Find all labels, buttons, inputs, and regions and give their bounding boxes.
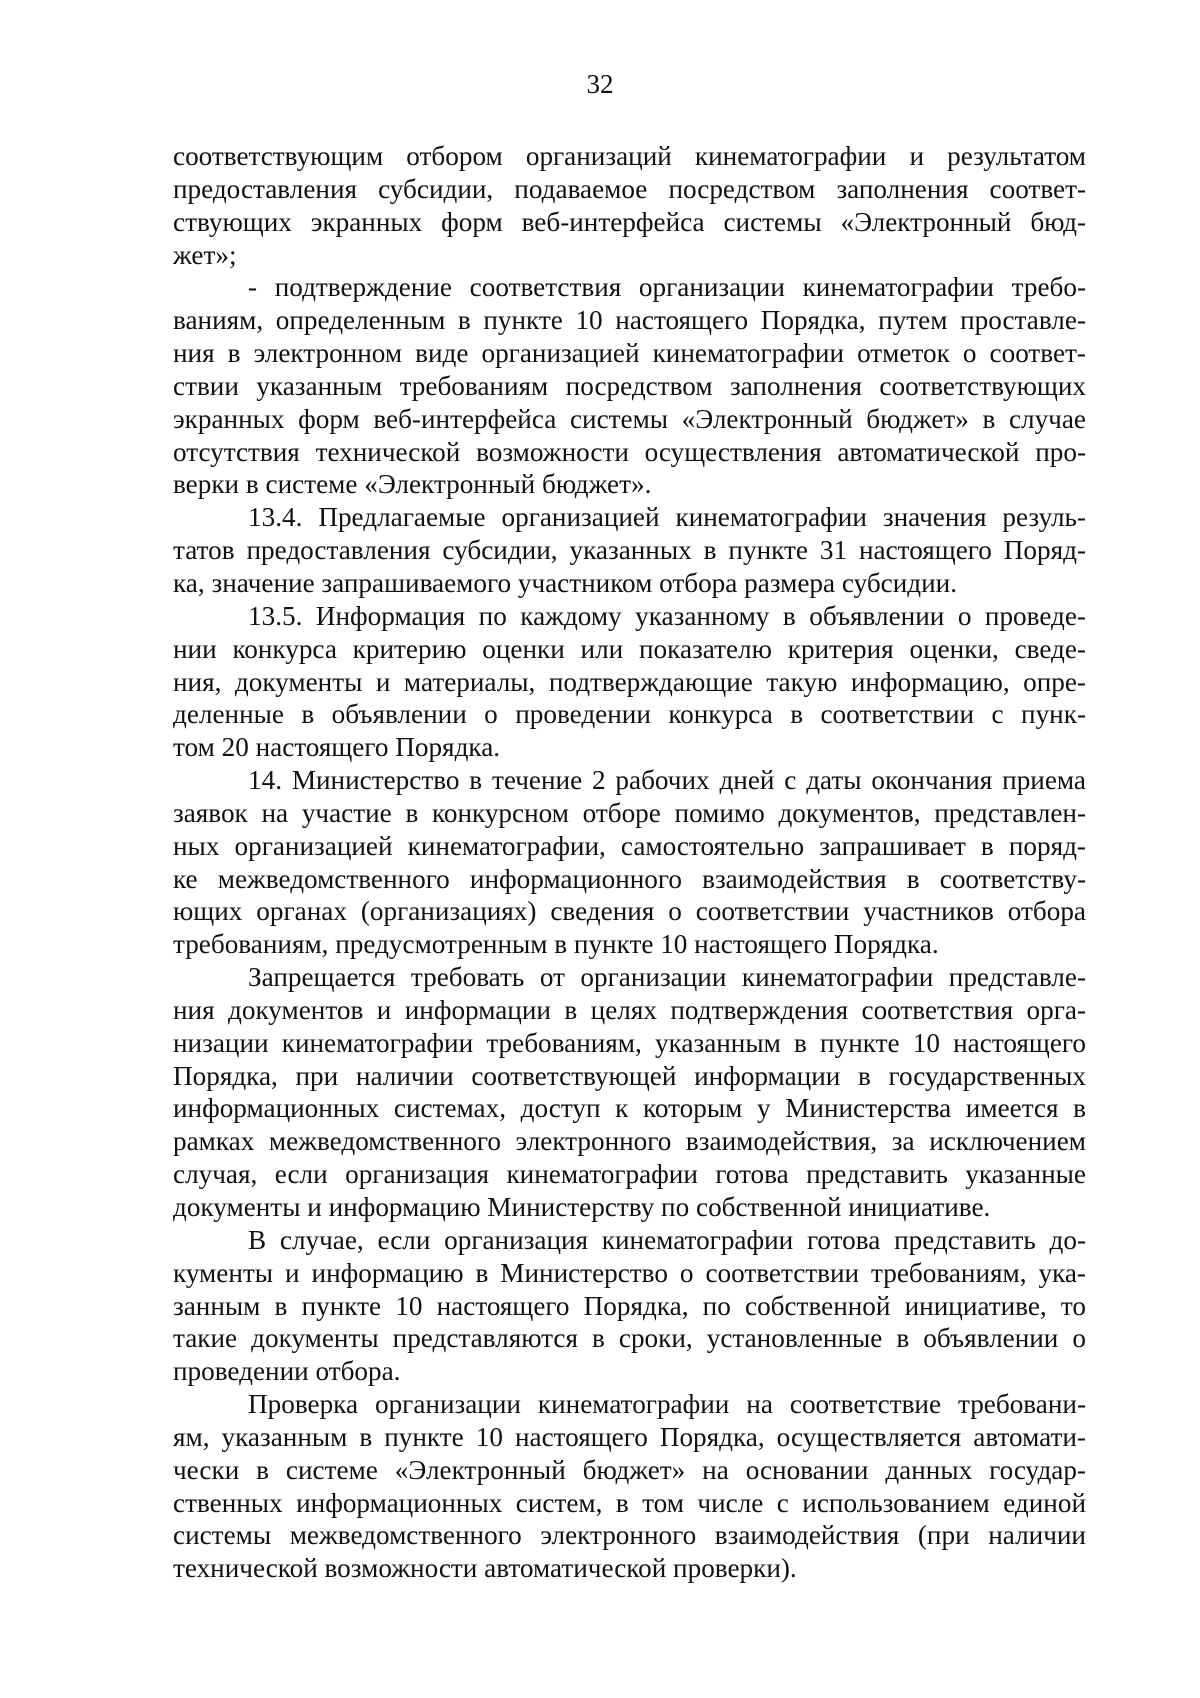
- text-line: ющих органах (организациях) сведения о соответствии участников отбора: [173, 896, 1086, 927]
- text-line: нии конкурса критерию оценки или показателю критерия оценки, сведе-: [173, 633, 1086, 664]
- text-line: том 20 настоящего Порядка.: [173, 732, 501, 763]
- paragraph: [173, 1388, 1086, 1585]
- text-line: ния, документы и материалы, подтверждающие такую информацию, опре-: [173, 666, 1086, 697]
- text-line: отсутствия технической возможности осуществления автоматической про-: [173, 436, 1086, 467]
- paragraph: [173, 600, 1086, 764]
- text-line: случая, если организация кинематографии готова представить указанные: [173, 1159, 1086, 1190]
- text-line: татов предоставления субсидии, указанных в пункте 31 настоящего Поряд-: [173, 535, 1086, 566]
- text-line: чески в системе «Электронный бюджет» на основании данных государ-: [173, 1454, 1086, 1485]
- paragraph: [173, 271, 1086, 501]
- text-line: проведении отбора.: [173, 1356, 401, 1387]
- text-line: рамках межведомственного электронного взаимодействия, за исключением: [173, 1126, 1086, 1157]
- text-line: - подтверждение соответствия организации кинематографии требо-: [248, 272, 1086, 303]
- text-line: ния документов и информации в целях подтверждения соответствия орга-: [173, 994, 1086, 1025]
- text-line: деленные в объявлении о проведении конкурса в соответствии с пунк-: [173, 699, 1086, 730]
- text-line: экранных форм веб-интерфейса системы «Электронный бюджет» в случае: [173, 403, 1086, 434]
- text-line: Порядка, при наличии соответствующей информации в государственных: [173, 1060, 1086, 1091]
- text-line: технической возможности автоматической проверки).: [173, 1553, 797, 1584]
- text-line: низации кинематографии требованиям, указанным в пункте 10 настоящего: [173, 1027, 1086, 1058]
- text-line: такие документы представляются в сроки, установленные в объявлении о: [173, 1323, 1086, 1354]
- paragraph: [173, 961, 1086, 1224]
- text-line: ям, указанным в пункте 10 настоящего Порядка, осуществляется автомати-: [173, 1421, 1086, 1452]
- text-line: заявок на участие в конкурсном отборе помимо документов, представлен-: [173, 797, 1086, 828]
- text-line: верки в системе «Электронный бюджет».: [173, 469, 652, 500]
- text-line: ка, значение запрашиваемого участником отбора размера субсидии.: [173, 567, 958, 598]
- text-line: жет»;: [173, 239, 237, 270]
- text-line: системы межведомственного электронного взаимодействия (при наличии: [173, 1520, 1086, 1551]
- text-line: Запрещается требовать от организации кинематографии представле-: [248, 962, 1086, 993]
- text-line: ствующих экранных форм веб-интерфейса системы «Электронный бюд-: [173, 206, 1086, 237]
- paragraph: [173, 140, 1086, 271]
- text-line: ваниям, определенным в пункте 10 настоящего Порядка, путем проставле-: [173, 305, 1086, 336]
- text-line: 13.5. Информация по каждому указанному в объявлении о проведе-: [248, 600, 1086, 631]
- text-line: ке межведомственного информационного взаимодействия в соответству-: [173, 863, 1086, 894]
- text-line: ствии указанным требованиям посредством заполнения соответствующих: [173, 370, 1086, 401]
- text-line: кументы и информацию в Министерство о соответствии требованиям, ука-: [173, 1257, 1086, 1288]
- paragraph: [173, 1224, 1086, 1388]
- paragraph: [173, 764, 1086, 961]
- text-line: 14. Министерство в течение 2 рабочих дней с даты окончания приема: [248, 765, 1086, 796]
- text-line: требованиям, предусмотренным в пункте 10 настоящего Порядка.: [173, 929, 939, 960]
- text-line: 13.4. Предлагаемые организацией кинематографии значения резуль-: [248, 502, 1086, 533]
- text-line: документы и информацию Министерству по собственной инициативе.: [173, 1192, 991, 1222]
- text-line: предоставления субсидии, подаваемое посредством заполнения соответ-: [173, 173, 1086, 204]
- text-line: занным в пункте 10 настоящего Порядка, по собственной инициативе, то: [173, 1290, 1086, 1321]
- text-line: ных организацией кинематографии, самостоятельно запрашивает в поряд-: [173, 830, 1086, 861]
- text-line: ственных информационных систем, в том числе с использованием единой: [173, 1487, 1086, 1518]
- text-line: Проверка организации кинематографии на соответствие требовани-: [248, 1389, 1086, 1420]
- text-line: информационных системах, доступ к которым у Министерства имеется в: [173, 1093, 1086, 1124]
- text-line: соответствующим отбором организаций кинематографии и результатом: [173, 141, 1086, 171]
- text-line: В случае, если организация кинематографии готова представить до-: [248, 1224, 1086, 1255]
- page-number: 32: [586, 69, 614, 99]
- paragraph: [173, 501, 1086, 600]
- document-body: [173, 140, 1086, 1585]
- text-line: ния в электронном виде организацией кинематографии отметок о соответ-: [173, 338, 1086, 369]
